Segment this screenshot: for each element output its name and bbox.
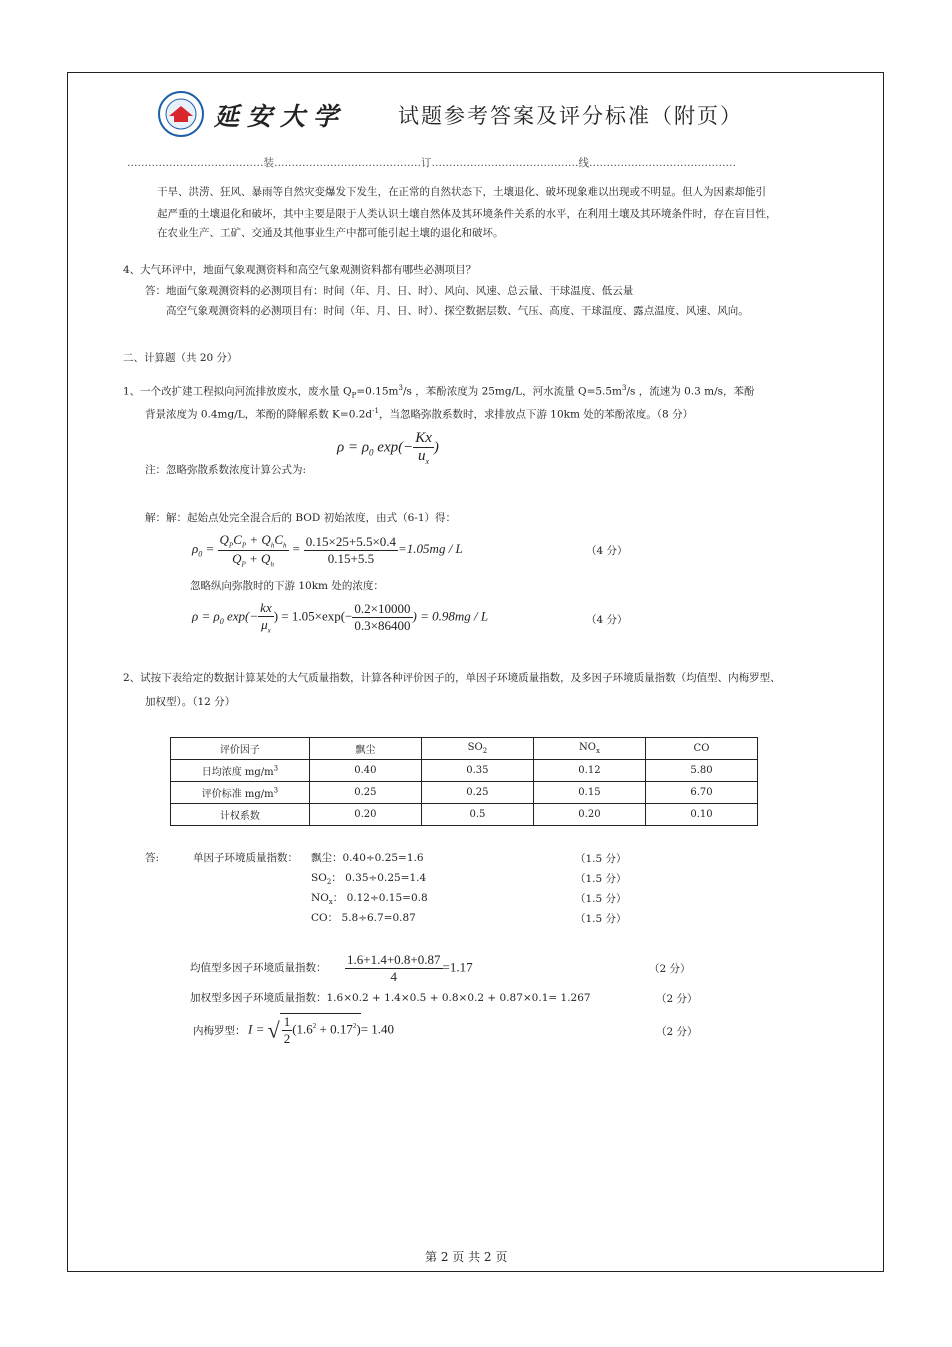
table-cell: 0.25 [309,782,421,804]
calc1-note: 注：忽略弥散系数浓度计算公式为: [145,464,307,476]
table-header: CO [645,738,757,760]
table-cell: 0.12 [533,760,645,782]
calc1-formula: $\rho = \rho_0$ exp(− $\frac{Kx}{u_x}$ ) [337,430,439,466]
calc1-solution-intro: 解：解：起始点处完全混合后的 BOD 初始浓度，由式（6-1）得： [145,512,457,524]
calc1-equation-2: $\rho = \rho_0$ exp(− $\frac{kx}{\mu_x}$ ) = 1.05×exp(− $\frac{0.2\times 10000}{0.3\times 86400}$ ) = 0.98mg / L [192,600,489,635]
table-row [171,760,758,782]
page-number: 第 2 页 共 2 页 [425,1250,508,1264]
table-row-label: 日均浓度 $mg/m^3$ [171,760,310,782]
calc1-eq2-score: （4 分） [586,614,628,626]
single-index-row: $NO_x$： 0.12÷0.15=0.8 [311,892,428,907]
mean-index-score: （2 分） [649,963,691,975]
intro-line-1: 干旱、洪涝、狂风、暴雨等自然灾变爆发下发生，在正常的自然状态下，土壤退化、破坏现象难以出现或不明显。但人为因素却能引 [157,186,766,198]
calc2-answer-label: 答: [145,852,160,864]
nemero-label: 内梅罗型： [193,1025,246,1037]
table-cell: 0.15 [533,782,645,804]
mean-index-label: 均值型多因子环境质量指数： [190,962,327,974]
table-cell: 0.5 [421,804,533,826]
table-cell: 0.20 [533,804,645,826]
q4-answer-2: 高空气象观测资料的必测项目有：时间（年、月、日、时）、探空数据层数、气压、高度、干球温度、露点温度、风速、风向。 [166,305,749,317]
table-row [171,782,758,804]
nemero-formula: I = √ $\frac{1}{2}$ $(1.6^2 + 0.17^2)= 1.40$ [248,1014,395,1046]
table-header: 评价因子 [171,738,310,760]
calc1-question-line2: 背景浓度为 0.4mg/L，苯酚的降解系数 $K=0.2d^{-1}$，当忽略弥散系数时，求排放点下游 10km 处的苯酚浓度。（8 分） [145,407,694,421]
calc1-ignore-line: 忽略纵向弥散时的下游 10km 处的浓度： [190,580,384,592]
calc1-question-line1: 1、一个改扩建工程拟向河流排放废水，废水量 $Q_P=0.15m^3/s$ ，苯酚浓度为 25mg/L，河水流量 $Q=5.5m^3/s$ ，流速为 0.3 m/s，苯酚 [123,384,755,400]
table-cell: 0.40 [309,760,421,782]
table-row [171,804,758,826]
q4-question: 4、大气环评中，地面气象观测资料和高空气象观测资料都有哪些必测项目？ [123,264,477,276]
calc2-question-line2: 加权型）。（12 分） [145,696,236,708]
binding-line: …………………………………装……………………………………订……………………………………线…………………………………… [127,157,736,169]
intro-line-2: 起严重的土壤退化和破坏，其中主要是限于人类认识土壤自然体及其环境条件关系的水平，在利用土壤及其环境条件时，存在盲目性， [157,208,777,220]
calc1-equation-1: $\rho_0$ = $\frac{Q_PC_P + Q_hC_h}{Q_P + Q_h}$ = $\frac{0.15\times 25+5.5\times 0.4}{0.15+5.5}$ =1.05mg / L [192,532,463,569]
single-index-row: 飘尘：0.40÷0.25=1.6 [311,852,424,864]
table-cell: 0.20 [309,804,421,826]
section-2-title: 二、计算题（共 20 分） [123,352,238,364]
calc2-question-line1: 2、试按下表给定的数据计算某处的大气质量指数，计算各种评价因子的，单因子环境质量指数，及多因子环境质量指数（均值型、内梅罗型、 [123,672,781,684]
table-cell: 0.25 [421,782,533,804]
single-index-score: （1.5 分） [575,913,627,925]
pollutant-table [170,737,758,826]
table-row-label: 计权系数 [171,804,310,826]
single-index-row: CO： 5.8÷6.7=0.87 [311,912,416,924]
table-row-label: 评价标准 $mg/m^3$ [171,782,310,804]
weighted-index: 加权型多因子环境质量指数：1.6×0.2 + 1.4×0.5 + 0.8×0.2 + 0.87×0.1= 1.267 [190,992,591,1004]
table-cell: 6.70 [645,782,757,804]
single-index-score: （1.5 分） [575,873,627,885]
nemero-score: （2 分） [656,1026,698,1038]
mean-index-formula: $\frac{1.6+1.4+0.8+0.87}{4}$ =1.17 [347,952,473,984]
table-header: $NO_x$ [533,738,645,760]
single-index-score: （1.5 分） [575,853,627,865]
table-cell: 0.10 [645,804,757,826]
calc1-eq1-score: （4 分） [586,545,628,557]
weighted-index-score: （2 分） [656,993,698,1005]
university-name: 延安大学 [214,102,347,131]
q4-answer-1: 答：地面气象观测资料的必测项目有：时间（年、月、日、时）、风向、风速、总云量、干球温度、低云量 [145,285,634,297]
table-cell: 0.35 [421,760,533,782]
table-cell: 5.80 [645,760,757,782]
university-logo [157,90,205,138]
intro-line-3: 在农业生产、工矿、交通及其他事业生产中都可能引起土壤的退化和破坏。 [157,227,504,239]
single-index-title: 单因子环境质量指数： [193,852,298,864]
table-header: $SO_2$ [421,738,533,760]
single-index-row: $SO_2$： 0.35÷0.25=1.4 [311,872,427,887]
single-index-score: （1.5 分） [575,893,627,905]
page-title: 试题参考答案及评分标准（附页） [398,104,743,128]
table-header: 飘尘 [309,738,421,760]
table-header-row [171,738,758,760]
